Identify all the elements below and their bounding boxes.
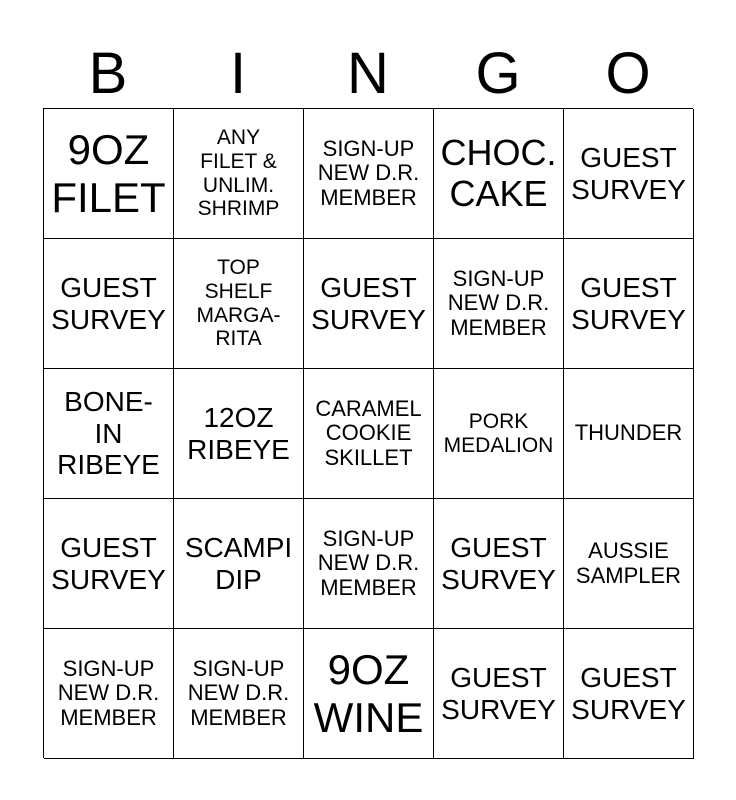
- cell-text: GUEST SURVEY: [571, 142, 686, 205]
- cell-text: PORK MEDALION: [443, 409, 554, 457]
- bingo-cell-r4-c3[interactable]: [304, 499, 434, 629]
- bingo-cell-r1-c4[interactable]: [434, 109, 564, 239]
- header-letter-i: I: [229, 41, 247, 106]
- bingo-cell-r2-c3[interactable]: [304, 239, 434, 369]
- bingo-cell-r4-c4[interactable]: [434, 499, 564, 629]
- cell-text: SCAMPI DIP: [184, 532, 293, 595]
- bingo-cell-r4-c5[interactable]: [564, 499, 694, 629]
- header-letter-g: G: [475, 41, 521, 106]
- cell-text: 9OZ WINE: [313, 646, 424, 741]
- bingo-cell-r5-c2[interactable]: [174, 629, 304, 759]
- cell-text: AUSSIE SAMPLER: [575, 537, 682, 588]
- cell-text: GUEST SURVEY: [311, 272, 426, 335]
- bingo-cell-r3-c3[interactable]: [304, 369, 434, 499]
- bingo-cell-r3-c5[interactable]: [564, 369, 694, 499]
- bingo-cell-r3-c4[interactable]: [434, 369, 564, 499]
- cell-text: 9OZ FILET: [51, 126, 166, 221]
- cell-text: CARAMEL COOKIE SKILLET: [315, 395, 422, 470]
- cell-text: TOP SHELF MARGA- RITA: [196, 256, 281, 351]
- bingo-cell-r5-c1[interactable]: [44, 629, 174, 759]
- bingo-cell-r2-c4[interactable]: [434, 239, 564, 369]
- bingo-cell-r1-c3[interactable]: [304, 109, 434, 239]
- bingo-cell-r1-c5[interactable]: [564, 109, 694, 239]
- bingo-cell-r5-c3[interactable]: [304, 629, 434, 759]
- bingo-cell-r1-c1[interactable]: [44, 109, 174, 239]
- cell-text: SIGN-UP NEW D.R. MEMBER: [317, 135, 420, 210]
- cell-text: SIGN-UP NEW D.R. MEMBER: [57, 655, 160, 730]
- cell-text: GUEST SURVEY: [51, 532, 166, 595]
- header-letter-o: O: [605, 41, 651, 106]
- cell-text: BONE- IN RIBEYE: [57, 386, 160, 481]
- cell-text: SIGN-UP NEW D.R. MEMBER: [187, 655, 290, 730]
- cell-text: GUEST SURVEY: [571, 272, 686, 335]
- cell-text: ANY FILET & UNLIM. SHRIMP: [197, 126, 280, 221]
- bingo-cell-r2-c2[interactable]: [174, 239, 304, 369]
- bingo-cell-r2-c5[interactable]: [564, 239, 694, 369]
- bingo-cell-r3-c2[interactable]: [174, 369, 304, 499]
- bingo-cell-r4-c2[interactable]: [174, 499, 304, 629]
- cell-text: CHOC. CAKE: [440, 132, 557, 214]
- bingo-cell-r3-c1[interactable]: [44, 369, 174, 499]
- header-letter-b: B: [88, 41, 128, 106]
- bingo-header: [43, 40, 693, 108]
- cell-text: GUEST SURVEY: [441, 662, 556, 725]
- bingo-cell-r5-c4[interactable]: [434, 629, 564, 759]
- bingo-cell-r4-c1[interactable]: [44, 499, 174, 629]
- bingo-cell-r5-c5[interactable]: [564, 629, 694, 759]
- cell-text: GUEST SURVEY: [51, 272, 166, 335]
- cell-text: SIGN-UP NEW D.R. MEMBER: [317, 525, 420, 600]
- cell-text: SIGN-UP NEW D.R. MEMBER: [447, 265, 550, 340]
- bingo-board: [43, 108, 693, 758]
- header-letter-n: N: [347, 41, 389, 106]
- cell-text: 12OZ RIBEYE: [187, 402, 290, 465]
- bingo-cell-r2-c1[interactable]: [44, 239, 174, 369]
- cell-text: GUEST SURVEY: [571, 662, 686, 725]
- cell-text: GUEST SURVEY: [441, 532, 556, 595]
- cell-text: THUNDER: [574, 420, 683, 446]
- bingo-cell-r1-c2[interactable]: [174, 109, 304, 239]
